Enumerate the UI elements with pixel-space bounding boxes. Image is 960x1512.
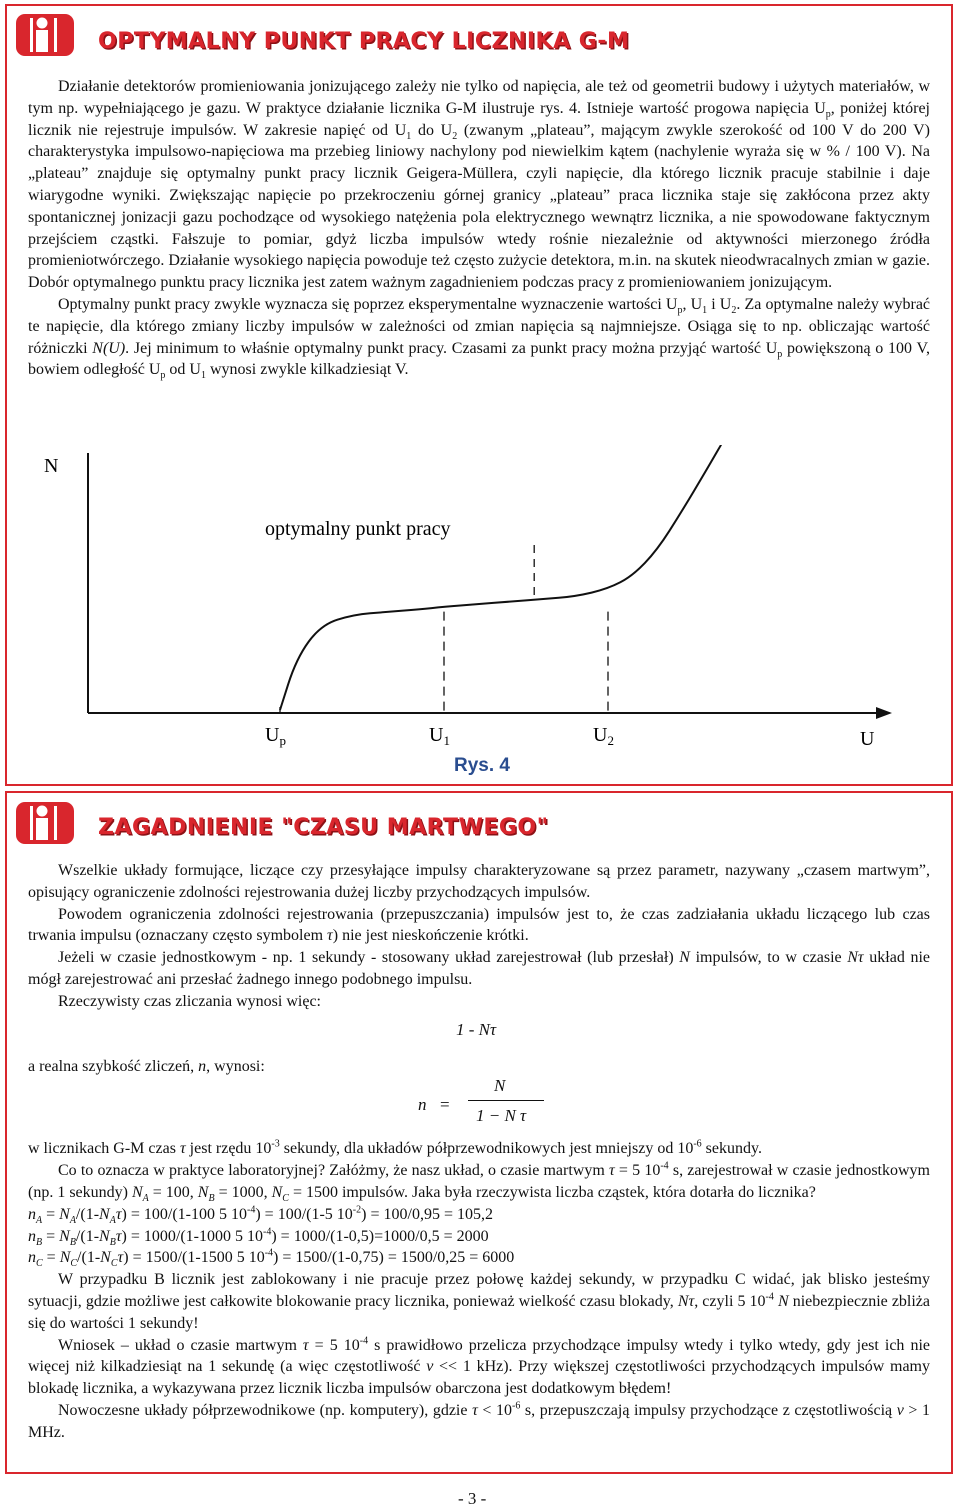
paragraph: Optymalny punkt pracy zwykle wyznacza się poprzez eksperymentalne wyznaczenie wartości $U_p$, $U_1$ i $U_2$. Za optymalne należy wybrać te napięcie, dla którego zmiany liczby impulsów w zależności od zmian napięcia są najmniejsze. Osiąga się to np. obliczając wartość różniczki N(U). Jej minimum to właśnie optymalny punkt pracy. Czasami za punkt pracy można przyjąć wartość $U_p$ powiększoną o 100 V, bowiem odległość $U_p$ od $U_1$ wynosi zwykle kilkadziesiąt V. bbox=[28, 295, 931, 382]
x-axis-label: U bbox=[860, 728, 875, 750]
formula-lhs: n bbox=[418, 1095, 427, 1115]
y-axis-label: N bbox=[44, 455, 59, 477]
x-axis-arrow bbox=[876, 707, 892, 719]
section-title-dead-time: ZAGADNIENIE "CZASU MARTWEGO" bbox=[98, 815, 549, 840]
paragraph: W przypadku B licznik jest zablokowany i nie pracuje przez połowę każdej sekundy, w przypadku C widać, jak blisko jesteśmy sytuacji, gdzie możliwe jest całkowite blokowanie pracy licznika, ponieważ wielkość czasu blokady, Nτ, czyli 5 $10^{-4}$ N niebezpiecznie zbliża się do wartości 1 sekundy! bbox=[28, 1271, 931, 1332]
formula-row bbox=[28, 1013, 930, 1056]
paragraph: Powodem ograniczenia zdolności rejestrowania (przepuszczania) impulsów jest to, że czas zadziałania układu liczącego lub czas trwania impulsu (oznaczany często symbolem τ) nie jest nieskończenie krótki. bbox=[28, 905, 930, 945]
formula-eq: = bbox=[440, 1095, 450, 1115]
equation-a: $n_A = N_A/(1-N_A\tau) = 100/(1-100$ 5 $10^{-4}) = 100/(1-5$ $10^{-2}) = 100/0,95 = 105,2$ bbox=[28, 1204, 493, 1226]
formula-numerator: N bbox=[494, 1076, 506, 1096]
equation-b: $n_B = N_B/(1-N_B\tau) = 1000/(1-1000$ 5 $10^{-4}) = 1000/(1-0,5)=1000/0,5 = 2000$ bbox=[28, 1226, 489, 1248]
gm-characteristic-chart bbox=[30, 445, 900, 755]
paragraph: Jeżeli w czasie jednostkowym - np. 1 sekundy - stosowany układ zarejestrował (lub przesłał) N impulsów, to w czasie Nτ układ nie mógł zarejestrować ani przesłać żadnego innego podobnego impulsu. bbox=[28, 949, 931, 988]
paragraph: Wszelkie układy formujące, liczące czy przesyłające impulsy charakteryzowane są przez parametr, nazywany „czasem martwym”, opisujący ograniczenie zdolności rejestrowania dużej liczby przychodzących impulsów. bbox=[28, 862, 930, 901]
page-number: - 3 - bbox=[458, 1489, 487, 1508]
formula-effective-time: 1 - Nτ bbox=[456, 1019, 497, 1039]
paragraph: Rzeczywisty czas zliczania wynosi więc: bbox=[58, 992, 321, 1010]
fraction-bar bbox=[468, 1100, 544, 1101]
tick-label-2: $U_2$ bbox=[593, 724, 614, 748]
tick-label-p: $U_p$ bbox=[265, 724, 286, 748]
paragraph: Co to oznacza w praktyce laboratoryjnej? Załóżmy, że nasz układ, o czasie martwym τ = 5 $10^{-4}$ s, zarejestrował w czasie jednostkowym (np. 1 sekundy) $N_A = 100$, $N_B = 1000$, $N_C = 1500$ impulsów. Jaka była rzeczywista liczba cząstek, która dotarła do licznika? bbox=[28, 1160, 931, 1205]
section-body-dead-time bbox=[28, 860, 930, 1444]
figure-caption: Rys. 4 bbox=[454, 755, 510, 776]
section-body-optimal-point bbox=[28, 76, 930, 381]
info-logo-icon bbox=[14, 800, 78, 846]
equation-c: $n_C = N_C/(1-N_C\tau) = 1500/(1-1500$ 5 $10^{-4}) = 1500/(1-0,75) = 1500/0,25 = 6000$ bbox=[28, 1248, 515, 1270]
info-logo-icon bbox=[14, 12, 78, 58]
paragraph: a realna szybkość zliczeń, n, wynosi: bbox=[28, 1057, 265, 1075]
tick-label-1: $U_1$ bbox=[429, 724, 450, 748]
paragraph: Nowoczesne układy półprzewodnikowe (np. komputery), gdzie $\tau < 10^{-6}$ s, przepuszczają impulsy przychodzące z częstotliwością v > 1 MHz. bbox=[28, 1400, 931, 1441]
paragraph: Działanie detektorów promieniowania jonizującego zależy nie tylko od napięcia, ale też od geometrii budowy i użytych materiałów, w tym np. wypełniającego je gazu. W praktyce działanie licznika G-M ilustruje rys. 4. Istnieje wartość progowa napięcia $U_p$, poniżej której licznik nie rejestruje impulsów. W zakresie napięć od $U_1$ do $U_2$ (zwanym „plateau”, mającym zwykle szerokość od 100 V do 200 V) charakterystyka impulsowo-napięciowa ma przebieg liniowy nachylony pod niewielkim kątem (nachylenie wyraża się w % / 100 V). Na „plateau” znajduje się optymalny punkt pracy licznik Geigera-Müllera, czyli napięcie, dla którego licznik pracuje stabilnie i daje wiarygodne wyniki. Zwiększając napięcie po przekroczeniu górnej granicy „plateau” praca licznika staje się zakłócona przez akty spontanicznej jonizacji gazu pochodzące od wysokiego natężenia pola elektrycznego wewnątrz licznika, a nie spowodowane faktycznym przejściem cząstki. Fałszuje to pomiar, gdyż liczba impulsów wtedy rośnie niezależnie od aktywności mierzonego źródła promieniotwórczego. Działanie wysokiego napięcia powoduje też często zużycie detektora, m.in. na skutek nieodwracalnych zmian w gazie. Dobór optymalnego punktu pracy licznika jest zatem ważnym zagadnieniem podczas pracy z promieniowaniem jonizującym. bbox=[28, 78, 931, 292]
paragraph: w licznikach G-M czas τ jest rzędu $10^{-3}$ sekundy, dla układów półprzewodnikowych jest mniejszy od $10^{-6}$ sekundy. bbox=[28, 1139, 762, 1158]
paragraph: Wniosek – układ o czasie martwym τ = 5 $10^{-4}$ s prawidłowo przelicza przychodzące impulsy wtedy i tylko wtedy, gdy jest ich nie więcej niż kilkadziesiąt na 1 sekundę (a więc częstotliwość v << 1 kHz). Przy większej częstotliwości przychodzących impulsów mamy blokadę licznika, a wykazywana przez licznik liczba impulsów obarczona jest dodatkowym błędem! bbox=[28, 1335, 930, 1398]
formula-denominator: 1 − N τ bbox=[476, 1106, 527, 1126]
annotation-optimal-point: optymalny punkt pracy bbox=[265, 518, 451, 540]
formula-rate bbox=[28, 1077, 930, 1138]
section-title-optimal-point: OPTYMALNY PUNKT PRACY LICZNIKA G-M bbox=[98, 29, 630, 54]
series-line bbox=[280, 445, 723, 710]
